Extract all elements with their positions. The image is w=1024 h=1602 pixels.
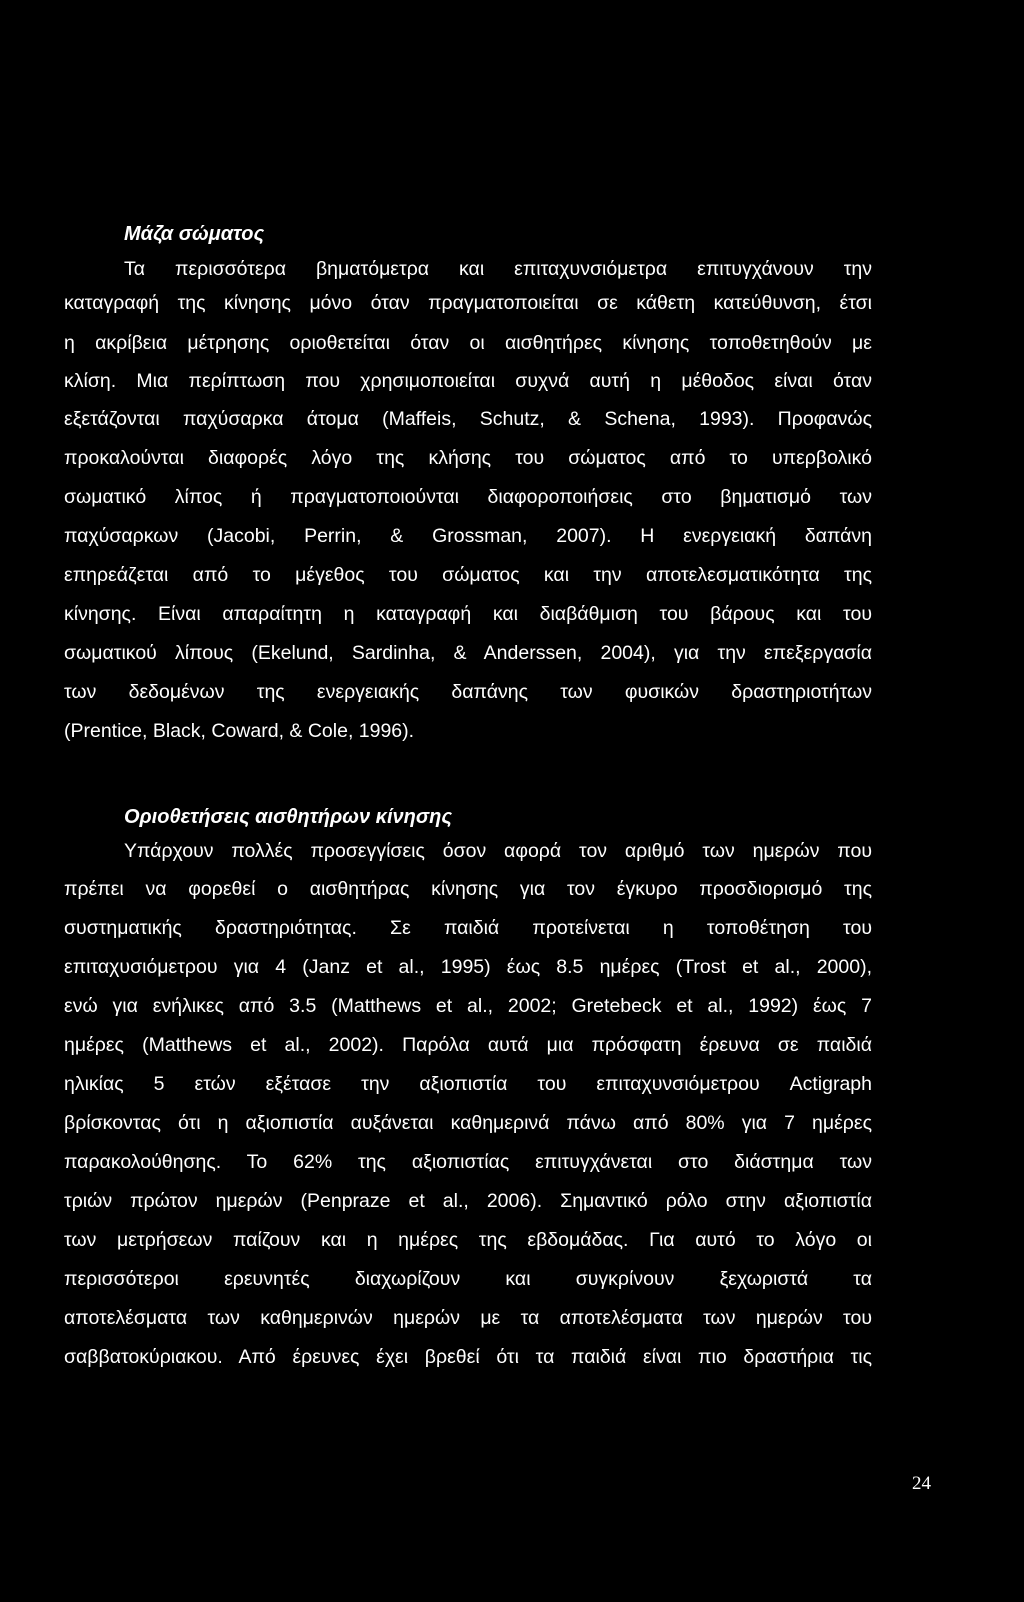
- paragraph-line: πρέπει να φορεθεί ο αισθητήρας κίνησης για τον έγκυρο προσδιορισμό της: [64, 878, 872, 900]
- paragraph-line: των δεδομένων της ενεργειακής δαπάνης των φυσικών δραστηριοτήτων: [64, 681, 872, 703]
- paragraph-line: Τα περισσότερα βηματόμετρα και επιταχυνσιόμετρα επιτυγχάνουν την: [124, 258, 872, 280]
- paragraph-line: επηρεάζεται από το μέγεθος του σώματος και την αποτελεσματικότητα της: [64, 564, 872, 586]
- paragraph-line: ενώ για ενήλικες από 3.5 (Matthews et al., 2002; Gretebeck et al., 1992) έως 7: [64, 995, 872, 1017]
- section-heading-motion-sensor-limits: Οριοθετήσεις αισθητήρων κίνησης: [124, 806, 452, 828]
- paragraph-line: βρίσκοντας ότι η αξιοπιστία αυξάνεται καθημερινά πάνω από 80% για 7 ημέρες: [64, 1112, 872, 1134]
- paragraph-line: περισσότεροι ερευνητές διαχωρίζουν και συγκρίνουν ξεχωριστά τα: [64, 1268, 872, 1290]
- paragraph-line: παρακολούθησης. Το 62% της αξιοπιστίας επιτυγχάνεται στο διάστημα των: [64, 1151, 872, 1173]
- paragraph-line: (Prentice, Black, Coward, & Cole, 1996).: [64, 720, 415, 742]
- paragraph-line: η ακρίβεια μέτρησης οριοθετείται όταν οι αισθητήρες κίνησης τοποθετηθούν με: [64, 332, 872, 354]
- paragraph-line: κίνησης. Είναι απαραίτητη η καταγραφή και διαβάθμιση του βάρους και του: [64, 603, 872, 625]
- paragraph-line: σωματικού λίπους (Ekelund, Sardinha, & Anderssen, 2004), για την επεξεργασία: [64, 642, 872, 664]
- paragraph-line: εξετάζονται παχύσαρκα άτομα (Maffeis, Schutz, & Schena, 1993). Προφανώς: [64, 408, 872, 430]
- paragraph-line: τριών πρώτον ημερών (Penpraze et al., 2006). Σημαντικό ρόλο στην αξιοπιστία: [64, 1190, 872, 1212]
- paragraph-line: ημέρες (Matthews et al., 2002). Παρόλα αυτά μια πρόσφατη έρευνα σε παιδιά: [64, 1034, 872, 1056]
- page-number: [0, 1472, 934, 1496]
- paragraph-line: ηλικίας 5 ετών εξέτασε την αξιοπιστία του επιταχυνσιόμετρου Actigraph: [64, 1073, 872, 1095]
- paragraph-line: προκαλούνται διαφορές λόγο της κλήσης του σώματος από το υπερβολικό: [64, 447, 872, 469]
- paragraph-line: παχύσαρκων (Jacobi, Perrin, & Grossman, 2007). Η ενεργειακή δαπάνη: [64, 525, 872, 547]
- paragraph-line: καταγραφή της κίνησης μόνο όταν πραγματοποιείται σε κάθετη κατεύθυνση, έτσι: [64, 292, 872, 314]
- paragraph-line: των μετρήσεων παίζουν και η ημέρες της εβδομάδας. Για αυτό το λόγο οι: [64, 1229, 872, 1251]
- paragraph-line: συστηματικής δραστηριότητας. Σε παιδιά προτείνεται η τοποθέτηση του: [64, 917, 872, 939]
- paragraph-line: Υπάρχουν πολλές προσεγγίσεις όσον αφορά τον αριθμό των ημερών που: [124, 840, 872, 862]
- section-heading-body-mass: Μάζα σώματος: [124, 223, 265, 245]
- paragraph-line: επιταχυσιόμετρου για 4 (Janz et al., 1995) έως 8.5 ημέρες (Trost et al., 2000),: [64, 956, 872, 978]
- page-number-value: 24: [912, 1473, 931, 1494]
- paragraph-line: σωματικό λίπος ή πραγματοποιούνται διαφοροποιήσεις στο βηματισμό των: [64, 486, 872, 508]
- paragraph-line: αποτελέσματα των καθημερινών ημερών με τα αποτελέσματα των ημερών του: [64, 1307, 872, 1329]
- paragraph-line: σαββατοκύριακου. Από έρευνες έχει βρεθεί ότι τα παιδιά είναι πιο δραστήρια τις: [64, 1346, 872, 1368]
- paragraph-line: κλίση. Μια περίπτωση που χρησιμοποιείται συχνά αυτή η μέθοδος είναι όταν: [64, 370, 872, 392]
